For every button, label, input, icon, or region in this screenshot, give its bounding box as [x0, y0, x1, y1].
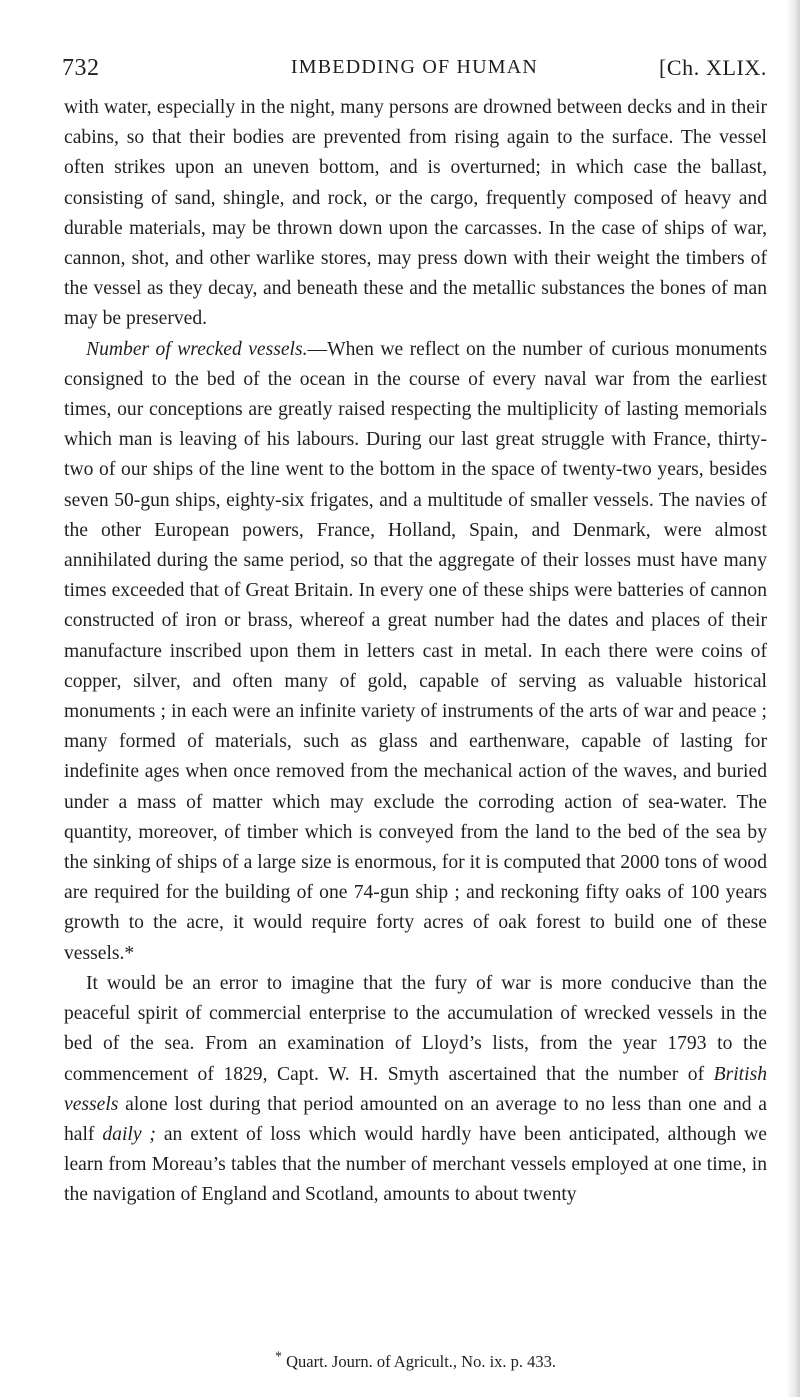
- running-title: IMBEDDING OF HUMAN: [290, 56, 539, 78]
- body-text: [64, 93, 767, 1211]
- paragraph-text: It would be an error to imagine that the fury of war is more conducive than the peaceful spirit of commercial enterprise to the accumulation of wrecked vessels in the bed of the sea. From an examination of Lloyd’s lists, from the year 1793 to the commencement of 1829, Capt. W. H. Smyth ascertained that the number of: [64, 972, 767, 1085]
- footnote-text: Quart. Journ. of Agricult., No. ix. p. 433.: [281, 1352, 557, 1371]
- page-number: 732: [62, 55, 100, 81]
- italic-phrase: daily ;: [102, 1123, 156, 1145]
- footnote-reference: *: [124, 942, 135, 964]
- section-heading: Number of wrecked vessels.: [86, 338, 308, 360]
- paragraph-continued: [64, 93, 767, 335]
- paragraph-wrecked-vessels: [64, 335, 767, 969]
- footnote-mark: *: [274, 1349, 282, 1365]
- paragraph-text: with water, especially in the night, many persons are drowned between decks and in their cabins, so that their bodies are prevented from rising again to the surface. The vessel often strikes upon an uneven bottom, and is overturned; in which case the ballast, consisting of sand, shingle, and rock, or the cargo, frequently composed of heavy and durable materials, may be thrown down upon the carcasses. In the case of ships of war, cannon, shot, and other warlike stores, may press down with their weight the timbers of the vessel as they decay, and beneath these and the metallic substances the bones of man may be preserved.: [64, 97, 767, 330]
- paragraph-commercial-wrecks: [64, 969, 767, 1211]
- page-edge-shadow: [786, 0, 800, 1397]
- paragraph-text: alone lost during that period amounted on an average to no less than one and a half: [64, 1093, 767, 1145]
- footnote: [64, 1349, 767, 1372]
- page-header: [62, 55, 767, 95]
- paragraph-text: an extent of loss which would hardly have been anticipated, although we learn from Moreau’s tables that the number of merchant vessels employed at one time, in the navigation of England and Scotland, amounts to about twenty: [64, 1123, 767, 1206]
- italic-phrase: British vessels: [64, 1063, 767, 1115]
- chapter-reference: [Ch. XLIX.: [658, 55, 767, 80]
- paragraph-text: —When we reflect on the number of curious monuments consigned to the bed of the ocean in the course of every naval war from the earliest times, our conceptions are greatly raised respecting the multiplicity of lasting memorials which man is leaving of his labours. During our last great struggle with France, thirty-two of our ships of the line went to the bottom in the space of twenty-two years, besides seven 50-gun ships, eighty-six frigates, and a multitude of smaller vessels. The navies of the other European powers, France, Holland, Spain, and Denmark, were almost annihilated during the same period, so that the aggregate of their losses must have many times exceeded that of Great Britain. In every one of these ships were batteries of cannon constructed of iron or brass, whereof a great number had the dates and places of their manufacture inscribed upon them in letters cast in metal. In each there were coins of copper, silver, and often many of gold, capable of serving as valuable historical monuments ; in each were an infinite variety of instruments of the arts of war and peace ; many formed of materials, such as glass and earthenware, capable of lasting for indefinite ages when once removed from the mechanical action of the waves, and buried under a mass of matter which may exclude the corroding action of sea-water. The quantity, moreover, of timber which is conveyed from the land to the bed of the sea by the sinking of ships of a large size is enormous, for it is computed that 2000 tons of wood are required for the building of one 74-gun ship ; and reckoning fifty oaks of 100 years growth to the acre, it would require forty acres of oak forest to build one of these vessels.: [64, 338, 767, 964]
